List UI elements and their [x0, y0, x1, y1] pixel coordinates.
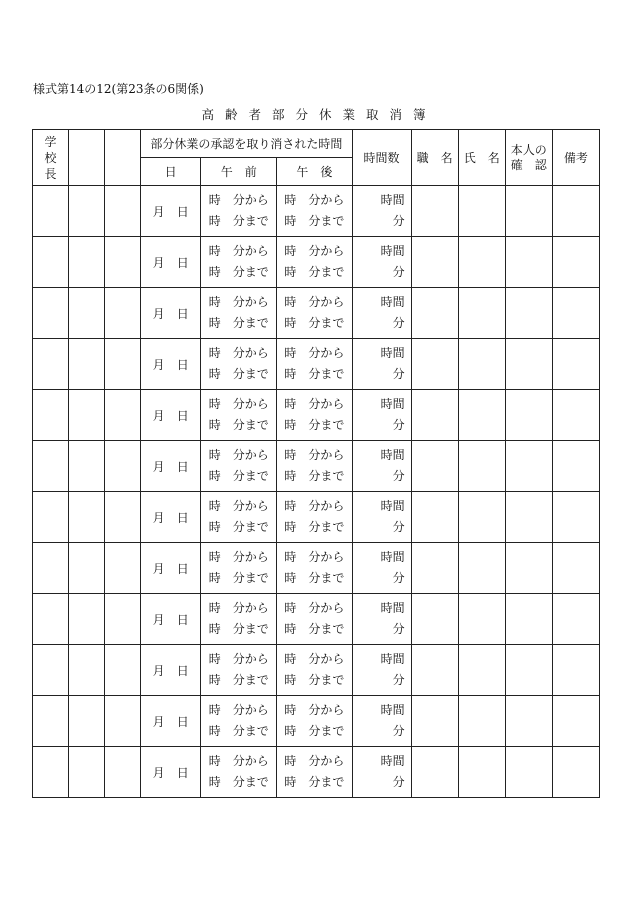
minutes-unit-label: 分 — [392, 316, 405, 330]
am-time-cell[interactable] — [201, 441, 277, 492]
day-label: 日 — [176, 765, 189, 780]
am-time-cell[interactable] — [201, 645, 277, 696]
job-title-cell[interactable] — [411, 543, 458, 594]
am-time-cell[interactable] — [201, 492, 277, 543]
minutes-unit-label: 分 — [392, 724, 405, 738]
to-label: 時 分まで — [284, 571, 345, 585]
job-title-cell[interactable] — [411, 594, 458, 645]
school-head-stamp-cell[interactable] — [33, 747, 69, 798]
remarks-cell[interactable] — [552, 339, 599, 390]
stamp-cell[interactable] — [69, 696, 105, 747]
month-label: 月 — [152, 408, 165, 423]
stamp-cell[interactable] — [69, 339, 105, 390]
pm-header: 午 後 — [277, 158, 352, 186]
to-label: 時 分まで — [284, 214, 345, 228]
form-reference: 様式第14の12(第23条の6関係) — [33, 82, 204, 96]
hours-count-cell[interactable] — [352, 747, 411, 798]
self-confirm-cell[interactable] — [505, 339, 552, 390]
minutes-unit-label: 分 — [392, 571, 405, 585]
school-head-stamp-cell[interactable] — [33, 288, 69, 339]
job-title-cell[interactable] — [411, 492, 458, 543]
to-label: 時 分まで — [284, 316, 345, 330]
register-row — [33, 390, 600, 441]
self-confirm-header: 本人の 確 認 — [505, 130, 552, 186]
hours-unit-label: 時間 — [380, 193, 405, 207]
from-label: 時 分から — [284, 346, 345, 360]
hours-count-cell[interactable] — [352, 288, 411, 339]
from-label: 時 分から — [208, 397, 269, 411]
cancellation-register-table — [32, 129, 600, 798]
from-label: 時 分から — [208, 754, 269, 768]
month-label: 月 — [152, 204, 165, 219]
stamp-cell[interactable] — [69, 390, 105, 441]
name-cell[interactable] — [458, 696, 505, 747]
from-label: 時 分から — [284, 754, 345, 768]
hours-count-cell[interactable] — [352, 492, 411, 543]
to-label: 時 分まで — [284, 418, 345, 432]
school-head-stamp-cell[interactable] — [33, 594, 69, 645]
register-row — [33, 492, 600, 543]
hours-unit-label: 時間 — [380, 703, 405, 717]
month-label: 月 — [152, 714, 165, 729]
to-label: 時 分まで — [284, 469, 345, 483]
name-cell[interactable] — [458, 288, 505, 339]
to-label: 時 分まで — [208, 367, 269, 381]
stamp-cell[interactable] — [69, 543, 105, 594]
stamp-cell[interactable] — [105, 339, 141, 390]
hours-unit-label: 時間 — [380, 397, 405, 411]
day-label: 日 — [176, 408, 189, 423]
am-time-cell[interactable] — [201, 390, 277, 441]
self-confirm-cell[interactable] — [505, 645, 552, 696]
am-time-cell[interactable] — [201, 288, 277, 339]
stamp-cell[interactable] — [105, 237, 141, 288]
am-time-cell[interactable] — [201, 237, 277, 288]
remarks-cell[interactable] — [552, 696, 599, 747]
date-cell[interactable] — [141, 441, 201, 492]
hours-unit-label: 時間 — [380, 295, 405, 309]
am-time-cell[interactable] — [201, 747, 277, 798]
self-confirm-cell[interactable] — [505, 390, 552, 441]
from-label: 時 分から — [284, 193, 345, 207]
school-head-stamp-cell[interactable] — [33, 390, 69, 441]
from-label: 時 分から — [208, 244, 269, 258]
to-label: 時 分まで — [284, 367, 345, 381]
to-label: 時 分まで — [208, 316, 269, 330]
hours-count-cell[interactable] — [352, 441, 411, 492]
register-row — [33, 645, 600, 696]
day-label: 日 — [176, 612, 189, 627]
stamp-cell[interactable] — [69, 237, 105, 288]
date-cell[interactable] — [141, 492, 201, 543]
name-cell[interactable] — [458, 186, 505, 237]
day-label: 日 — [176, 663, 189, 678]
hours-unit-label: 時間 — [380, 754, 405, 768]
stamp-cell[interactable] — [105, 390, 141, 441]
hours-count-cell[interactable] — [352, 594, 411, 645]
from-label: 時 分から — [284, 448, 345, 462]
hours-count-cell[interactable] — [352, 186, 411, 237]
from-label: 時 分から — [284, 295, 345, 309]
from-label: 時 分から — [208, 193, 269, 207]
pm-time-cell[interactable] — [277, 594, 352, 645]
job-title-cell[interactable] — [411, 339, 458, 390]
pm-time-cell[interactable] — [277, 186, 352, 237]
stamp-cell[interactable] — [105, 492, 141, 543]
hours-count-header: 時間数 — [352, 130, 411, 186]
pm-time-cell[interactable] — [277, 339, 352, 390]
day-label: 日 — [176, 714, 189, 729]
from-label: 時 分から — [208, 448, 269, 462]
stamp-cell[interactable] — [105, 441, 141, 492]
month-label: 月 — [152, 306, 165, 321]
register-row — [33, 696, 600, 747]
hours-count-cell[interactable] — [352, 696, 411, 747]
register-row — [33, 747, 600, 798]
pm-time-cell[interactable] — [277, 696, 352, 747]
date-cell[interactable] — [141, 288, 201, 339]
from-label: 時 分から — [284, 244, 345, 258]
hours-count-cell[interactable] — [352, 543, 411, 594]
remarks-cell[interactable] — [552, 594, 599, 645]
hours-count-cell[interactable] — [352, 237, 411, 288]
pm-time-cell[interactable] — [277, 747, 352, 798]
to-label: 時 分まで — [284, 520, 345, 534]
date-cell[interactable] — [141, 339, 201, 390]
day-label: 日 — [176, 561, 189, 576]
date-cell[interactable] — [141, 696, 201, 747]
job-title-cell[interactable] — [411, 747, 458, 798]
register-row — [33, 543, 600, 594]
school-head-header: 学 校 長 — [33, 130, 69, 186]
school-head-stamp-cell[interactable] — [33, 492, 69, 543]
stamp-cell[interactable] — [105, 594, 141, 645]
hours-count-cell[interactable] — [352, 645, 411, 696]
job-title-cell[interactable] — [411, 441, 458, 492]
to-label: 時 分まで — [208, 571, 269, 585]
school-head-stamp-cell[interactable] — [33, 339, 69, 390]
self-confirm-cell[interactable] — [505, 288, 552, 339]
stamp-cell[interactable] — [69, 492, 105, 543]
name-header: 氏 名 — [458, 130, 505, 186]
pm-time-cell[interactable] — [277, 543, 352, 594]
date-cell[interactable] — [141, 237, 201, 288]
from-label: 時 分から — [208, 295, 269, 309]
minutes-unit-label: 分 — [392, 265, 405, 279]
pm-time-cell[interactable] — [277, 441, 352, 492]
to-label: 時 分まで — [284, 724, 345, 738]
name-cell[interactable] — [458, 645, 505, 696]
job-title-cell[interactable] — [411, 645, 458, 696]
minutes-unit-label: 分 — [392, 367, 405, 381]
to-label: 時 分まで — [208, 622, 269, 636]
stamp-cell[interactable] — [105, 288, 141, 339]
school-head-stamp-cell[interactable] — [33, 696, 69, 747]
school-head-stamp-cell[interactable] — [33, 237, 69, 288]
to-label: 時 分まで — [208, 520, 269, 534]
stamp-cell[interactable] — [69, 645, 105, 696]
month-label: 月 — [152, 255, 165, 270]
date-cell[interactable] — [141, 543, 201, 594]
hours-unit-label: 時間 — [380, 499, 405, 513]
remarks-cell[interactable] — [552, 237, 599, 288]
date-cell[interactable] — [141, 645, 201, 696]
pm-time-cell[interactable] — [277, 237, 352, 288]
minutes-unit-label: 分 — [392, 622, 405, 636]
remarks-cell[interactable] — [552, 186, 599, 237]
job-title-cell[interactable] — [411, 288, 458, 339]
school-head-stamp-cell[interactable] — [33, 543, 69, 594]
remarks-cell[interactable] — [552, 747, 599, 798]
stamp-cell[interactable] — [105, 696, 141, 747]
stamp-cell[interactable] — [69, 288, 105, 339]
minutes-unit-label: 分 — [392, 418, 405, 432]
page-title: 高齢者部分休業取消簿 — [201, 107, 437, 122]
minutes-unit-label: 分 — [392, 214, 405, 228]
stamp-cell[interactable] — [69, 594, 105, 645]
to-label: 時 分まで — [208, 418, 269, 432]
pm-time-cell[interactable] — [277, 390, 352, 441]
month-label: 月 — [152, 663, 165, 678]
day-label: 日 — [176, 459, 189, 474]
self-confirm-cell[interactable] — [505, 747, 552, 798]
date-cell[interactable] — [141, 186, 201, 237]
name-cell[interactable] — [458, 237, 505, 288]
register-row — [33, 288, 600, 339]
minutes-unit-label: 分 — [392, 469, 405, 483]
self-confirm-cell[interactable] — [505, 543, 552, 594]
job-title-cell[interactable] — [411, 696, 458, 747]
from-label: 時 分から — [284, 397, 345, 411]
from-label: 時 分から — [208, 652, 269, 666]
job-title-cell[interactable] — [411, 186, 458, 237]
job-title-cell[interactable] — [411, 237, 458, 288]
hours-count-cell[interactable] — [352, 339, 411, 390]
from-label: 時 分から — [284, 652, 345, 666]
register-row — [33, 339, 600, 390]
self-confirm-cell[interactable] — [505, 186, 552, 237]
from-label: 時 分から — [208, 346, 269, 360]
register-row — [33, 594, 600, 645]
name-cell[interactable] — [458, 747, 505, 798]
to-label: 時 分まで — [284, 265, 345, 279]
day-label: 日 — [176, 204, 189, 219]
name-cell[interactable] — [458, 339, 505, 390]
self-confirm-cell[interactable] — [505, 237, 552, 288]
stamp-cell[interactable] — [69, 441, 105, 492]
job-title-header: 職 名 — [411, 130, 458, 186]
remarks-header: 備考 — [552, 130, 599, 186]
stamp-cell[interactable] — [69, 747, 105, 798]
am-header: 午 前 — [201, 158, 277, 186]
day-label: 日 — [176, 510, 189, 525]
to-label: 時 分まで — [284, 775, 345, 789]
to-label: 時 分まで — [208, 673, 269, 687]
stamp-column-header — [69, 130, 105, 186]
stamp-cell[interactable] — [69, 186, 105, 237]
am-time-cell[interactable] — [201, 594, 277, 645]
header-row-1 — [33, 130, 600, 158]
name-cell[interactable] — [458, 492, 505, 543]
date-cell[interactable] — [141, 390, 201, 441]
cancelled-time-header: 部分休業の承認を取り消された時間 — [141, 130, 352, 158]
minutes-unit-label: 分 — [392, 673, 405, 687]
to-label: 時 分まで — [208, 265, 269, 279]
stamp-column-header — [105, 130, 141, 186]
day-label: 日 — [176, 306, 189, 321]
name-cell[interactable] — [458, 390, 505, 441]
month-label: 月 — [152, 510, 165, 525]
am-time-cell[interactable] — [201, 696, 277, 747]
name-cell[interactable] — [458, 543, 505, 594]
month-label: 月 — [152, 612, 165, 627]
register-row — [33, 441, 600, 492]
register-row — [33, 186, 600, 237]
remarks-cell[interactable] — [552, 441, 599, 492]
from-label: 時 分から — [284, 601, 345, 615]
name-cell[interactable] — [458, 441, 505, 492]
hours-unit-label: 時間 — [380, 448, 405, 462]
from-label: 時 分から — [284, 703, 345, 717]
pm-time-cell[interactable] — [277, 288, 352, 339]
minutes-unit-label: 分 — [392, 520, 405, 534]
register-row — [33, 237, 600, 288]
remarks-cell[interactable] — [552, 288, 599, 339]
hours-unit-label: 時間 — [380, 652, 405, 666]
school-head-stamp-cell[interactable] — [33, 441, 69, 492]
self-confirm-cell[interactable] — [505, 441, 552, 492]
hours-unit-label: 時間 — [380, 601, 405, 615]
remarks-cell[interactable] — [552, 645, 599, 696]
self-confirm-cell[interactable] — [505, 492, 552, 543]
remarks-cell[interactable] — [552, 543, 599, 594]
am-time-cell[interactable] — [201, 339, 277, 390]
to-label: 時 分まで — [208, 775, 269, 789]
name-cell[interactable] — [458, 594, 505, 645]
to-label: 時 分まで — [208, 724, 269, 738]
remarks-cell[interactable] — [552, 492, 599, 543]
stamp-cell[interactable] — [105, 747, 141, 798]
to-label: 時 分まで — [284, 673, 345, 687]
day-header: 日 — [141, 158, 201, 186]
month-label: 月 — [152, 357, 165, 372]
school-head-stamp-cell[interactable] — [33, 186, 69, 237]
remarks-cell[interactable] — [552, 390, 599, 441]
hours-unit-label: 時間 — [380, 346, 405, 360]
hours-unit-label: 時間 — [380, 244, 405, 258]
hours-count-cell[interactable] — [352, 390, 411, 441]
month-label: 月 — [152, 765, 165, 780]
date-cell[interactable] — [141, 594, 201, 645]
to-label: 時 分まで — [208, 214, 269, 228]
pm-time-cell[interactable] — [277, 492, 352, 543]
from-label: 時 分から — [284, 550, 345, 564]
stamp-cell[interactable] — [105, 186, 141, 237]
stamp-cell[interactable] — [105, 645, 141, 696]
month-label: 月 — [152, 561, 165, 576]
minutes-unit-label: 分 — [392, 775, 405, 789]
day-label: 日 — [176, 255, 189, 270]
self-confirm-cell[interactable] — [505, 594, 552, 645]
from-label: 時 分から — [208, 550, 269, 564]
to-label: 時 分まで — [208, 469, 269, 483]
school-head-stamp-cell[interactable] — [33, 645, 69, 696]
day-label: 日 — [176, 357, 189, 372]
from-label: 時 分から — [208, 601, 269, 615]
to-label: 時 分まで — [284, 622, 345, 636]
am-time-cell[interactable] — [201, 543, 277, 594]
from-label: 時 分から — [208, 499, 269, 513]
date-cell[interactable] — [141, 747, 201, 798]
am-time-cell[interactable] — [201, 186, 277, 237]
from-label: 時 分から — [208, 703, 269, 717]
self-confirm-cell[interactable] — [505, 696, 552, 747]
pm-time-cell[interactable] — [277, 645, 352, 696]
job-title-cell[interactable] — [411, 390, 458, 441]
stamp-cell[interactable] — [105, 543, 141, 594]
from-label: 時 分から — [284, 499, 345, 513]
hours-unit-label: 時間 — [380, 550, 405, 564]
month-label: 月 — [152, 459, 165, 474]
